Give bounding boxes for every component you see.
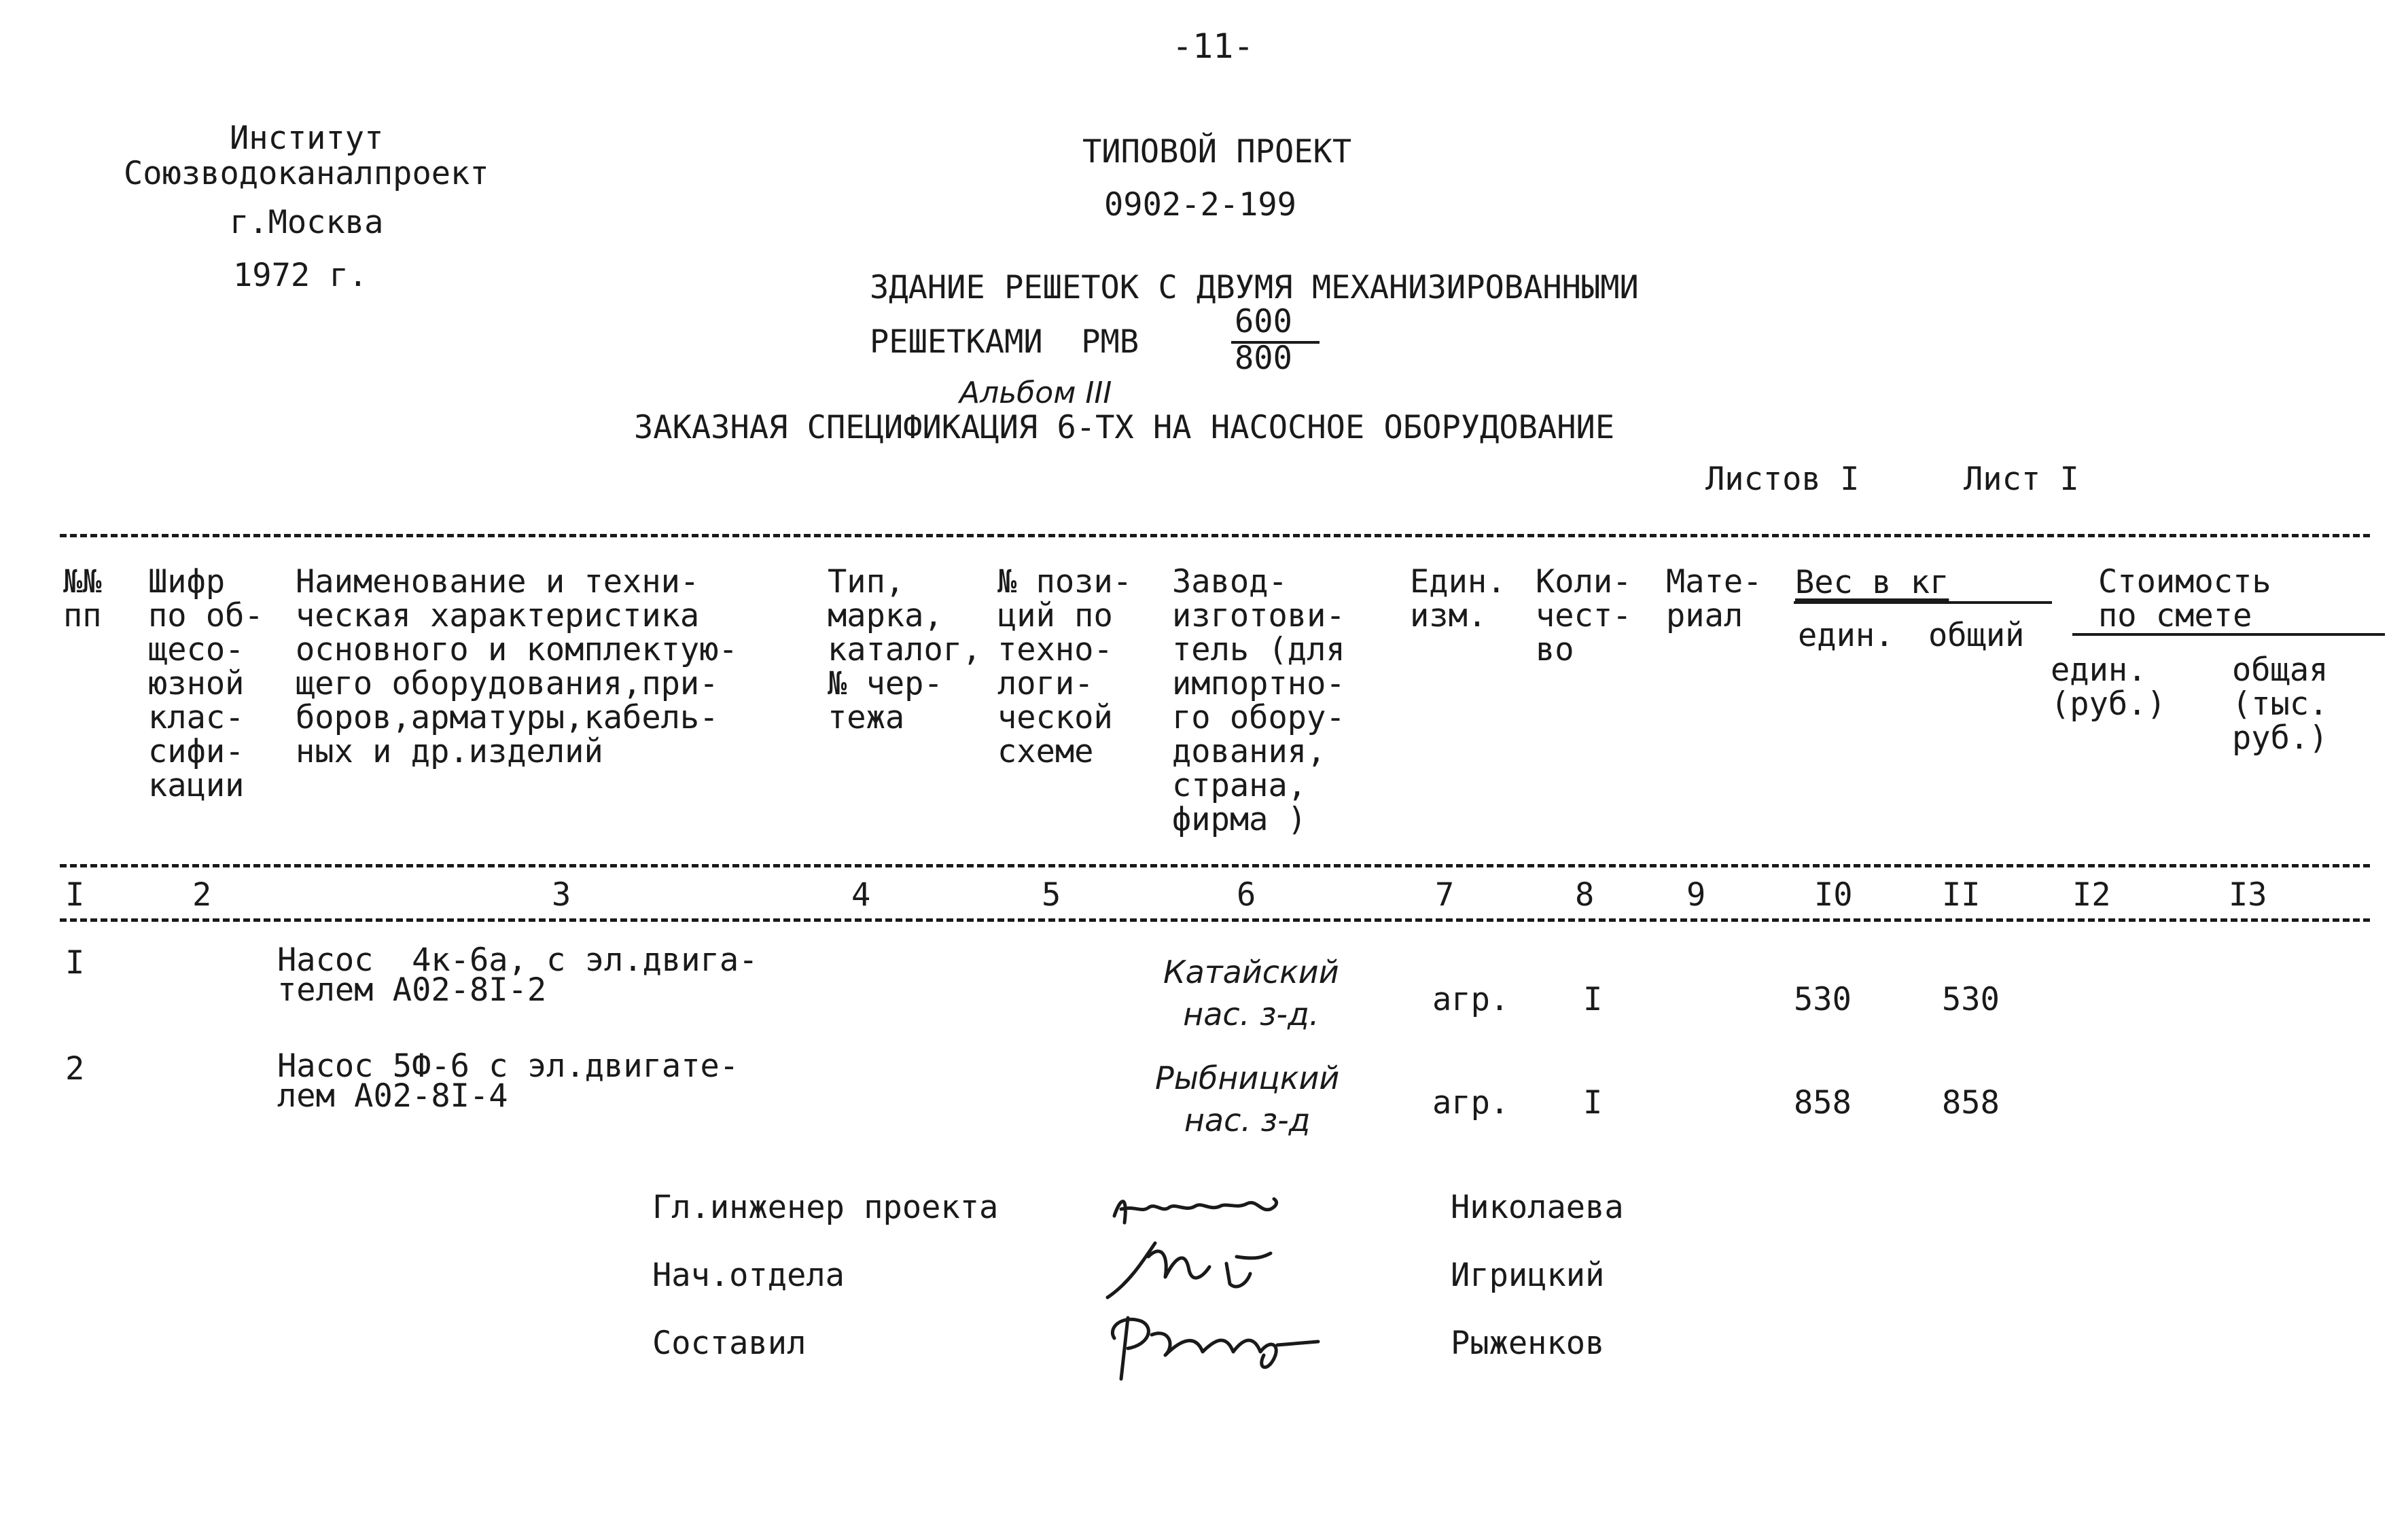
row-1-number: I — [65, 944, 85, 982]
signature-role: Составил — [652, 1325, 807, 1362]
row-2-quantity: I — [1583, 1084, 1603, 1122]
project-type: ТИПОВОЙ ПРОЕКТ — [1082, 133, 1352, 171]
column-number: 5 — [1042, 876, 1061, 914]
row-1-manufacturer: Катайский нас. з-д. — [1163, 954, 1339, 1033]
column-number: I3 — [2229, 876, 2267, 914]
cost-header-rule — [2072, 633, 2385, 636]
institute-year: 1972 г. — [233, 257, 368, 294]
row-2-unit: агр. — [1432, 1084, 1510, 1122]
project-code: 0902-2-199 — [1104, 186, 1296, 223]
signature-name: Рыженков — [1451, 1325, 1605, 1362]
weight-header-rule — [1794, 601, 2052, 604]
sheet-number: Лист I — [1964, 461, 2079, 498]
signature-name: Николаева — [1451, 1189, 1624, 1226]
col-header-number: №№ пп — [63, 563, 102, 634]
column-number: 7 — [1435, 876, 1455, 914]
institute-org: Союзводоканалпроект — [124, 155, 489, 192]
col-header-quantity: Коли- чест- во — [1536, 563, 1632, 668]
row-2-name: Насос 5Ф-6 с эл.двигате- лем А02-8I-4 — [277, 1047, 739, 1115]
column-number: I — [65, 876, 85, 914]
col-header-code: Шифр по об- щесо- юзной клас- сифи- кации — [148, 563, 264, 804]
col-header-manufacturer: Завод- изготови- тель (для импортно- го обору- дования, страна, фирма ) — [1172, 563, 1345, 838]
fraction-numerator: 600 — [1235, 303, 1292, 340]
col-header-material: Мате- риал — [1666, 563, 1763, 634]
col-header-weight-total: общий — [1928, 617, 2025, 654]
sheets-count: Листов I — [1705, 461, 1860, 498]
col-header-cost-total: общая (тыс. руб.) — [2232, 651, 2329, 757]
row-1-weight-unit: 530 — [1794, 981, 1852, 1018]
col-header-weight: Вес в кг — [1795, 564, 1949, 601]
col-header-position: № пози- ций по техно- логи- ческой схеме — [997, 563, 1133, 770]
column-number-rule — [60, 918, 2370, 922]
column-number: II — [1942, 876, 1981, 914]
column-number: 6 — [1237, 876, 1256, 914]
handwritten-signature — [1101, 1182, 1386, 1406]
column-number: 4 — [851, 876, 871, 914]
row-2-weight-unit: 858 — [1794, 1084, 1852, 1122]
row-1-weight-total: 530 — [1942, 981, 2000, 1018]
row-2-number: 2 — [65, 1050, 85, 1088]
row-2-weight-total: 858 — [1942, 1084, 2000, 1122]
col-header-name: Наименование и техни- ческая характеристика основного и комплектую- щего оборудования,при- боров,арматуры,кабель- ных и др.изделий — [296, 563, 738, 770]
column-number: 3 — [552, 876, 571, 914]
row-1-name: Насос 4к-6а, с эл.двига- телем А02-8I-2 — [277, 941, 758, 1009]
col-header-cost-unit: един. (руб.) — [2051, 651, 2166, 723]
signature-role: Гл.инженер проекта — [652, 1189, 999, 1226]
column-number: 9 — [1686, 876, 1706, 914]
row-2-manufacturer: Рыбницкий нас. з-д — [1155, 1060, 1340, 1138]
col-header-cost: Стоимость по смете — [2098, 563, 2271, 634]
signature-role: Нач.отдела — [652, 1257, 845, 1294]
column-number: 8 — [1575, 876, 1595, 914]
specification-title: ЗАКАЗНАЯ СПЕЦИФИКАЦИЯ 6-ТХ НА НАСОСНОЕ ОБОРУДОВАНИЕ — [634, 409, 1615, 446]
table-top-rule — [60, 534, 2370, 537]
institute-name: Институт — [230, 120, 384, 157]
signature-name: Игрицкий — [1451, 1257, 1605, 1294]
album-label: Альбом III — [959, 376, 1112, 410]
row-1-quantity: I — [1583, 981, 1603, 1018]
row-1-unit: агр. — [1432, 981, 1510, 1018]
project-title-line1: ЗДАНИЕ РЕШЕТОК С ДВУМЯ МЕХАНИЗИРОВАННЫМИ — [870, 269, 1639, 306]
project-title-line2: РЕШЕТКАМИ РМВ — [870, 323, 1139, 361]
column-number: I2 — [2072, 876, 2111, 914]
column-number: 2 — [192, 876, 212, 914]
page-number: -11- — [1172, 26, 1254, 66]
col-header-unit: Един. изм. — [1410, 563, 1506, 634]
column-number: I0 — [1814, 876, 1853, 914]
col-header-type: Тип, марка, каталог, № чер- тежа — [828, 563, 982, 736]
fraction-denominator: 800 — [1235, 340, 1292, 377]
header-bottom-rule — [60, 864, 2370, 867]
col-header-weight-unit: един. — [1798, 617, 1894, 654]
institute-city: г.Москва — [230, 204, 384, 241]
